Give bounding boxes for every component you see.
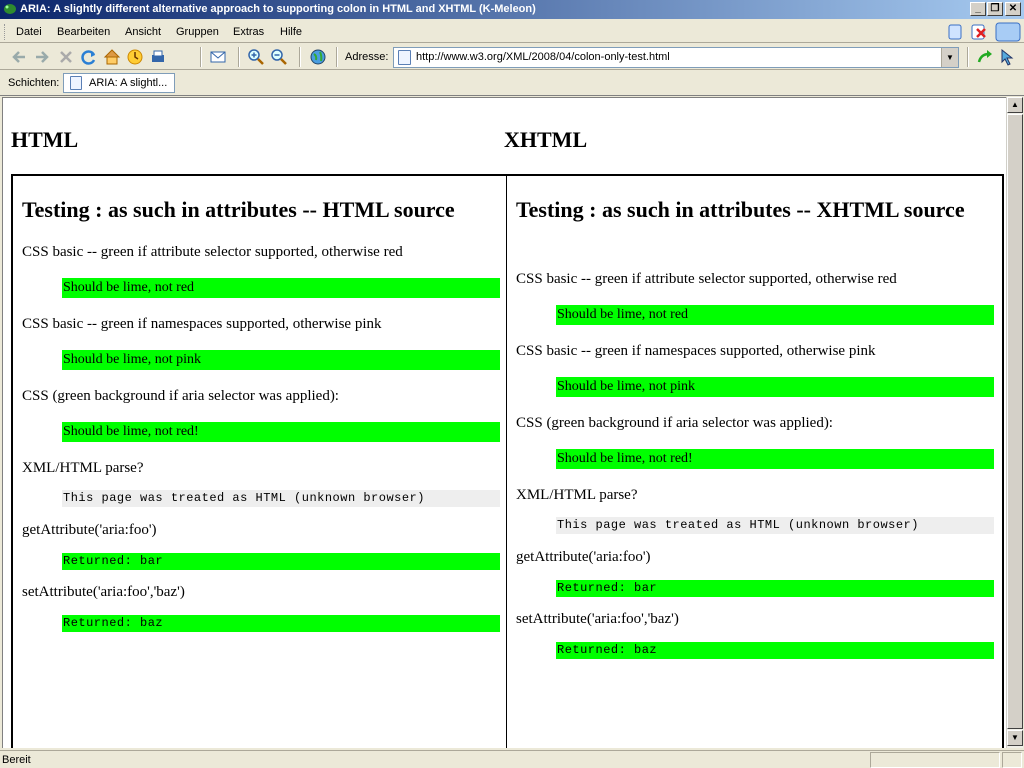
forward-icon[interactable] bbox=[33, 48, 51, 66]
maximize-button[interactable]: ❐ bbox=[987, 2, 1003, 16]
layer-tab-label: ARIA: A slightl... bbox=[89, 77, 168, 89]
title-bar bbox=[0, 0, 1024, 19]
address-input[interactable] bbox=[393, 47, 959, 68]
get-attribute-label: getAttribute('aria:foo') bbox=[22, 522, 157, 538]
css-basic-result: Should be lime, not red bbox=[62, 278, 500, 298]
reload-icon[interactable] bbox=[80, 48, 98, 66]
home-icon[interactable] bbox=[103, 48, 121, 66]
toolbar-separator bbox=[336, 47, 338, 67]
menu-datei[interactable]: Datei bbox=[16, 26, 42, 38]
page-viewport bbox=[2, 97, 1006, 748]
menu-gruppen[interactable]: Gruppen bbox=[176, 26, 219, 38]
toolbar-separator bbox=[200, 47, 202, 67]
new-layer-icon[interactable] bbox=[944, 22, 966, 42]
layers-bar bbox=[0, 71, 1024, 96]
css-namespace-result: Should be lime, not pink bbox=[556, 377, 994, 397]
back-icon[interactable] bbox=[10, 48, 28, 66]
zoom-out-icon[interactable] bbox=[270, 48, 288, 66]
page-icon bbox=[70, 76, 82, 90]
scroll-up-button[interactable]: ▲ bbox=[1007, 97, 1023, 113]
history-icon[interactable] bbox=[126, 48, 144, 66]
page-icon bbox=[398, 50, 411, 65]
layer-tab[interactable] bbox=[63, 73, 175, 93]
address-label: Adresse: bbox=[345, 51, 389, 63]
status-bar bbox=[0, 750, 1024, 768]
xhtml-test-title: Testing : as such in attributes -- XHTML source bbox=[516, 197, 965, 222]
menu-extras[interactable]: Extras bbox=[233, 26, 265, 38]
css-namespace-result: Should be lime, not pink bbox=[62, 350, 500, 370]
go-icon[interactable] bbox=[976, 48, 994, 66]
css-aria-result: Should be lime, not red! bbox=[62, 422, 500, 442]
html-test-title: Testing : as such in attributes -- HTML source bbox=[22, 197, 455, 222]
globe-icon[interactable] bbox=[309, 48, 327, 66]
html-column-heading: HTML bbox=[11, 127, 79, 152]
stop-icon[interactable] bbox=[57, 48, 75, 66]
close-button[interactable]: ✕ bbox=[1005, 2, 1021, 16]
menu-grip bbox=[4, 24, 7, 40]
css-aria-result: Should be lime, not red! bbox=[556, 449, 994, 469]
toolbar-separator bbox=[967, 47, 969, 67]
get-attribute-label: getAttribute('aria:foo') bbox=[516, 549, 651, 565]
scroll-thumb[interactable] bbox=[1007, 114, 1023, 729]
menu-ansicht[interactable]: Ansicht bbox=[125, 26, 162, 38]
parse-label: XML/HTML parse? bbox=[22, 460, 144, 476]
get-attribute-result: Returned: bar bbox=[62, 553, 500, 570]
layers-panel-icon[interactable] bbox=[994, 22, 1022, 42]
css-namespace-label: CSS basic -- green if namespaces supported, otherwise pink bbox=[516, 343, 876, 359]
css-aria-label: CSS (green background if aria selector was applied): bbox=[22, 388, 339, 404]
address-value[interactable]: http://www.w3.org/XML/2008/04/colon-only-test.html bbox=[416, 51, 670, 63]
xhtml-test-panel bbox=[506, 174, 1004, 748]
minimize-button[interactable]: _ bbox=[970, 2, 986, 16]
parse-label: XML/HTML parse? bbox=[516, 487, 638, 503]
window-title: ARIA: A slightly different alternative approach to supporting colon in HTML and XHTML (K-Meleon) bbox=[20, 3, 536, 15]
menu-bearbeiten[interactable]: Bearbeiten bbox=[57, 26, 111, 38]
address-dropdown-button[interactable]: ▼ bbox=[941, 48, 958, 67]
status-text: Bereit bbox=[2, 754, 31, 766]
menu-hilfe[interactable]: Hilfe bbox=[280, 26, 303, 38]
parse-result: This page was treated as HTML (unknown browser) bbox=[62, 490, 500, 507]
print-icon[interactable] bbox=[149, 48, 167, 66]
css-namespace-label: CSS basic -- green if namespaces supported, otherwise pink bbox=[22, 316, 382, 332]
css-basic-label: CSS basic -- green if attribute selector supported, otherwise red bbox=[22, 244, 403, 260]
toolbar-separator bbox=[238, 47, 240, 67]
cursor-icon[interactable] bbox=[998, 48, 1016, 66]
set-attribute-result: Returned: baz bbox=[62, 615, 500, 632]
status-pane bbox=[870, 752, 1000, 768]
set-attribute-result: Returned: baz bbox=[556, 642, 994, 659]
css-aria-label: CSS (green background if aria selector was applied): bbox=[516, 415, 833, 431]
scroll-down-button[interactable]: ▼ bbox=[1007, 730, 1023, 746]
status-pane bbox=[1002, 752, 1022, 768]
parse-result: This page was treated as HTML (unknown browser) bbox=[556, 517, 994, 534]
css-basic-label: CSS basic -- green if attribute selector supported, otherwise red bbox=[516, 271, 897, 287]
menu-bar bbox=[0, 21, 1024, 43]
close-layer-icon[interactable] bbox=[968, 22, 990, 42]
vertical-scrollbar[interactable] bbox=[1006, 97, 1023, 748]
toolbar-separator bbox=[299, 47, 301, 67]
set-attribute-label: setAttribute('aria:foo','baz') bbox=[516, 611, 679, 627]
css-basic-result: Should be lime, not red bbox=[556, 305, 994, 325]
get-attribute-result: Returned: bar bbox=[556, 580, 994, 597]
xhtml-column-heading: XHTML bbox=[504, 127, 588, 152]
zoom-in-icon[interactable] bbox=[247, 48, 265, 66]
mail-icon[interactable] bbox=[209, 48, 227, 66]
html-test-panel bbox=[11, 174, 507, 748]
layers-label: Schichten: bbox=[8, 77, 60, 89]
k-meleon-icon bbox=[3, 2, 17, 16]
set-attribute-label: setAttribute('aria:foo','baz') bbox=[22, 584, 185, 600]
